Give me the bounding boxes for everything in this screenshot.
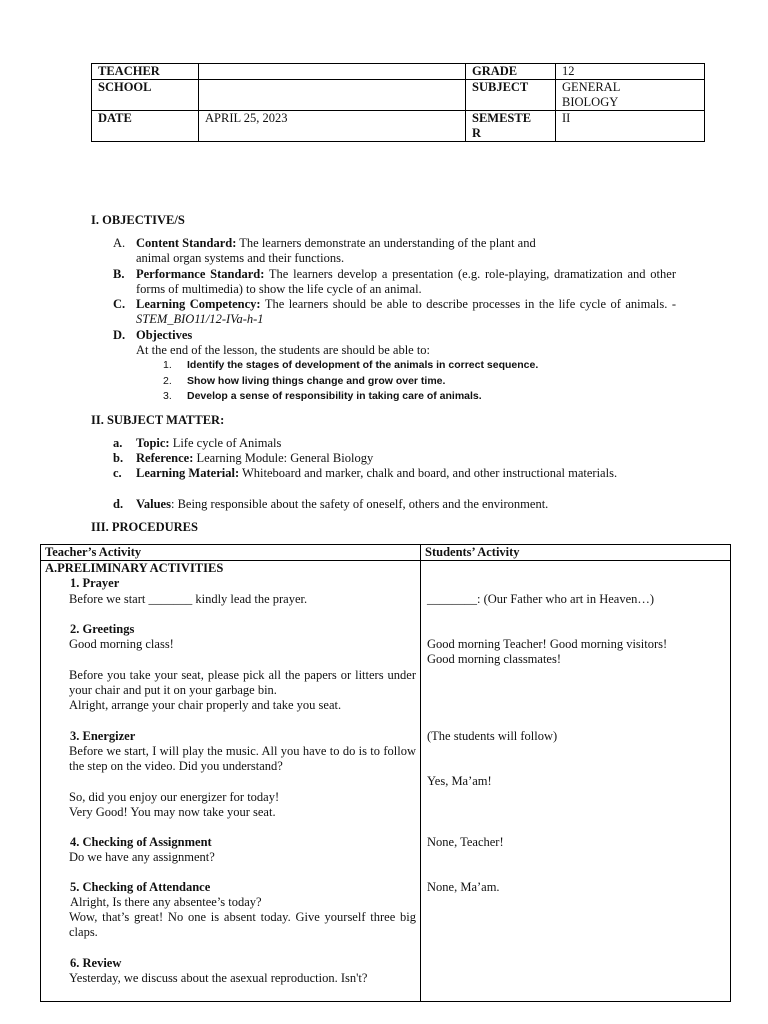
subject-matter-heading: II. SUBJECT MATTER: <box>91 413 225 427</box>
procedures-body-row <box>41 561 731 1002</box>
greetings-title: 2. Greetings <box>70 622 135 636</box>
grade-value: 12 <box>556 64 705 80</box>
date-value: APRIL 25, 2023 <box>199 111 466 142</box>
students-activity-cell <box>421 561 731 1002</box>
objective-list-text: Identify the stages of development of the animals in correct sequence. <box>187 359 539 371</box>
subject-matter-d-text: : Being responsible about the safety of oneself, others and the environment. <box>170 497 549 511</box>
teacher-value <box>199 64 466 80</box>
subject-matter-b-label: Reference: <box>136 451 194 465</box>
subject-value-line2: BIOLOGY <box>562 95 619 109</box>
greetings-student-1: Good morning Teacher! Good morning visitors! <box>427 637 668 651</box>
assignment-title: 4. Checking of Assignment <box>70 835 212 849</box>
subject-matter-a-key: a. <box>113 436 123 450</box>
objective-c-label: Learning Competency: <box>136 297 261 311</box>
row-school-subject <box>92 80 705 111</box>
attendance-teacher-1: Alright, Is there any absentee’s today? <box>70 895 262 909</box>
objective-list-item <box>163 374 445 389</box>
lesson-info-table <box>91 63 705 142</box>
objective-d-key: D. <box>113 328 126 342</box>
prayer-title: 1. Prayer <box>70 576 120 590</box>
procedures-table <box>40 544 731 1002</box>
teacher-activity-cell <box>41 561 421 1002</box>
procedures-header-row <box>41 545 731 561</box>
objective-c-key: C. <box>113 297 126 311</box>
date-label: DATE <box>92 111 199 142</box>
attendance-teacher-2: Wow, that’s great! No one is absent today. Give yourself three big claps. <box>69 910 416 939</box>
energizer-teacher-1: Before we start, I will play the music. All you have to do is to follow the step on the video. Did you understand? <box>69 744 416 773</box>
objective-c <box>113 297 676 327</box>
row-teacher-grade <box>92 64 705 80</box>
row-date-semester <box>92 111 705 142</box>
energizer-teacher-2: So, did you enjoy our energizer for today! <box>69 790 280 804</box>
greetings-teacher-1: Good morning class! <box>69 637 174 651</box>
attendance-title: 5. Checking of Attendance <box>70 880 211 894</box>
subject-matter-d-key: d. <box>113 497 124 511</box>
objective-b <box>113 267 676 297</box>
semester-label-line2: R <box>472 126 482 140</box>
objective-list-text: Develop a sense of responsibility in taking care of animals. <box>187 390 482 402</box>
prayer-student: ________: (Our Father who art in Heaven…) <box>427 592 655 606</box>
energizer-student-2: Yes, Ma’am! <box>427 774 492 788</box>
objective-list-item <box>163 389 482 404</box>
subject-matter-c-label: Learning Material: <box>136 466 240 480</box>
objective-c-text: The learners should be able to describe processes in the life cycle of animals. - <box>260 297 677 311</box>
objective-d-label: Objectives <box>136 328 193 342</box>
subject-value-line1: GENERAL <box>562 80 621 94</box>
objective-list-text: Show how living things change and grow over time. <box>187 375 446 387</box>
review-teacher: Yesterday, we discuss about the asexual reproduction. Isn't? <box>69 971 368 985</box>
assignment-student: None, Teacher! <box>427 835 504 849</box>
subject-matter-a-text: Life cycle of Animals <box>169 436 282 450</box>
subject-matter-c-key: c. <box>113 466 122 480</box>
objective-list-num: 2. <box>163 375 172 387</box>
school-label: SCHOOL <box>92 80 199 111</box>
subject-matter-a-label: Topic: <box>136 436 170 450</box>
subject-matter-d-label: Values <box>136 497 171 511</box>
energizer-title: 3. Energizer <box>70 729 136 743</box>
objective-a-text2: animal organ systems and their functions. <box>136 251 345 265</box>
energizer-teacher-3: Very Good! You may now take your seat. <box>69 805 276 819</box>
subject-matter-b <box>113 451 676 466</box>
grade-label: GRADE <box>466 64 556 80</box>
greetings-teacher-2: Before you take your seat, please pick all the papers or litters under your chair and put it on your garbage bin. <box>69 668 416 697</box>
students-activity-header: Students’ Activity <box>421 545 731 561</box>
subject-matter-c-text: Whiteboard and marker, chalk and board, and other instructional materials. <box>239 466 618 480</box>
subject-matter-b-text: Learning Module: General Biology <box>193 451 374 465</box>
subject-matter-a <box>113 436 676 451</box>
objective-b-text: The learners develop a presentation (e.g. role-playing, dramatization and other forms of multimedia) to show the life cycle of an animal. <box>136 267 676 296</box>
objective-list-item <box>163 358 538 373</box>
semester-label-line1: SEMESTE <box>472 111 532 125</box>
subject-matter-c <box>113 466 676 481</box>
objective-list-num: 1. <box>163 359 172 371</box>
subject-matter-d <box>113 497 676 512</box>
subject-matter-b-key: b. <box>113 451 124 465</box>
subject-label: SUBJECT <box>466 80 556 111</box>
teacher-label: TEACHER <box>92 64 199 80</box>
objective-list-num: 3. <box>163 390 172 402</box>
objective-a <box>113 236 676 266</box>
objective-d <box>113 328 676 358</box>
objective-b-label: Performance Standard: <box>136 267 265 281</box>
subject-value <box>556 80 705 111</box>
objective-d-intro: At the end of the lesson, the students are should be able to: <box>136 343 431 357</box>
objective-a-text: The learners demonstrate an understanding of the plant and <box>236 236 536 250</box>
section-a-title: A.PRELIMINARY ACTIVITIES <box>45 561 224 575</box>
semester-label <box>466 111 556 142</box>
prayer-teacher: Before we start _______ kindly lead the prayer. <box>69 592 308 606</box>
school-value <box>199 80 466 111</box>
objective-a-label: Content Standard: <box>136 236 237 250</box>
review-title: 6. Review <box>70 956 122 970</box>
semester-value: II <box>556 111 705 142</box>
procedures-heading: III. PROCEDURES <box>91 520 198 534</box>
greetings-teacher-3: Alright, arrange your chair properly and take you seat. <box>69 698 342 712</box>
objectives-heading: I. OBJECTIVE/S <box>91 213 185 227</box>
teacher-activity-header: Teacher’s Activity <box>41 545 421 561</box>
objective-a-key: A. <box>113 236 126 250</box>
attendance-student: None, Ma’am. <box>427 880 500 894</box>
greetings-student-2: Good morning classmates! <box>427 652 562 666</box>
objective-c-code: STEM_BIO11/12-IVa-h-1 <box>136 312 264 326</box>
energizer-student-1: (The students will follow) <box>427 729 558 743</box>
objective-b-key: B. <box>113 267 125 281</box>
assignment-teacher: Do we have any assignment? <box>69 850 215 864</box>
